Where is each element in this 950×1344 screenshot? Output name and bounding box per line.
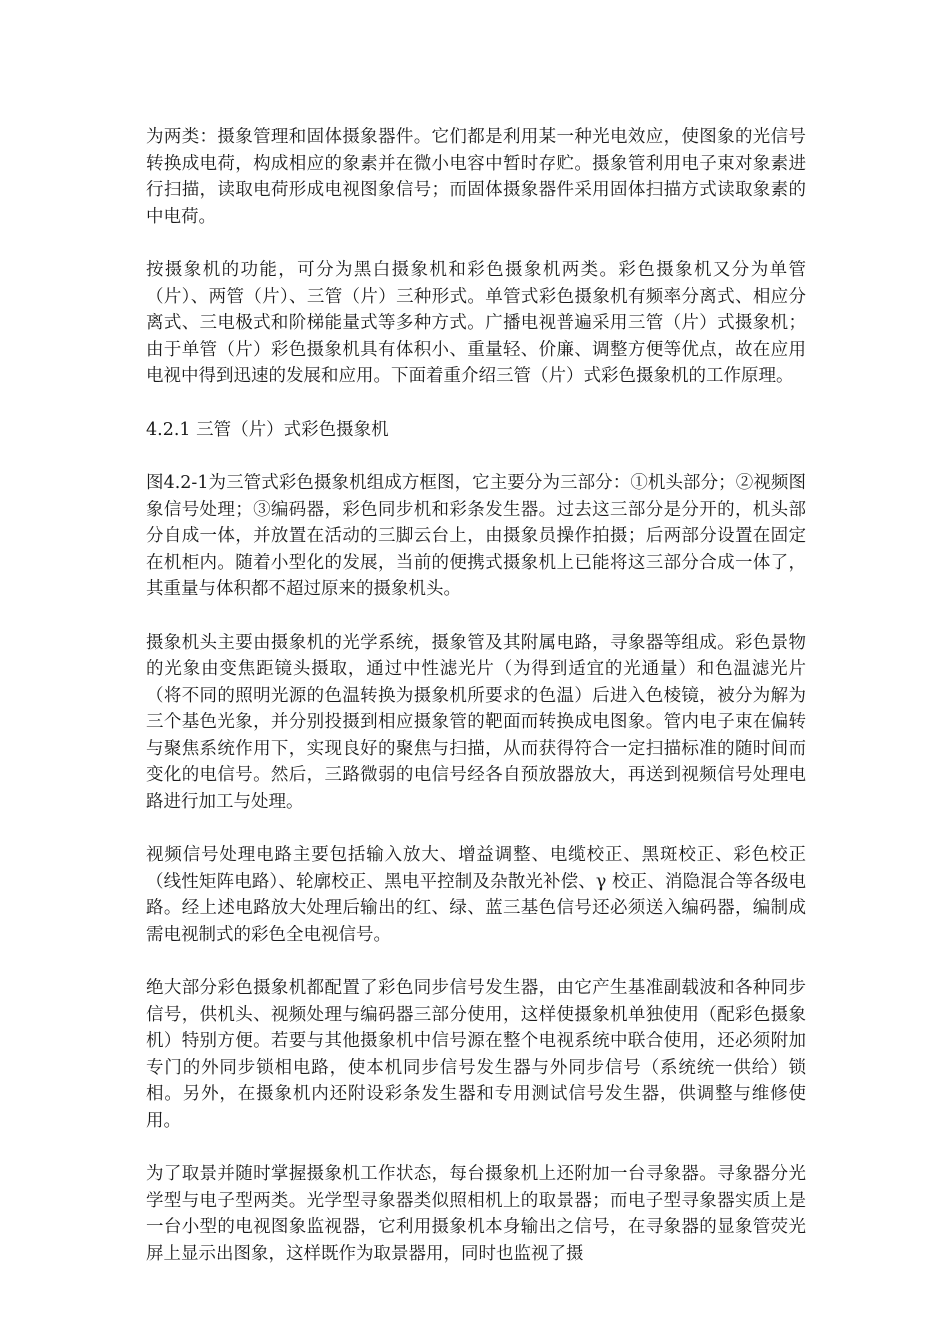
paragraph-camera-classification: 按摄象机的功能，可分为黑白摄象机和彩色摄象机两类。彩色摄象机又分为单管（片）、两管（片）、三管（片）三种形式。单管式彩色摄象机有频率分离式、相应分离式、三电极式和阶梯能量式等多种方式。广播电视普遍采用三管（片）式摄象机；由于单管（片）彩色摄象机具有体积小、重量轻、价廉、调整方便等优点，故在应用电视中得到迅速的发展和应用。下面着重介绍三管（片）式彩色摄象机的工作原理。 — [146, 260, 806, 386]
document-body — [146, 124, 806, 1294]
paragraph-viewfinder: 为了取景并随时掌握摄象机工作状态，每台摄象机上还附加一台寻象器。寻象器分光学型与电子型两类。光学型寻象器类似照相机上的取景器；而电子型寻象器实质上是一台小型的电视图象监视器，它利用摄象机本身输出之信号，在寻象器的显象管荧光屏上显示出图象，这样既作为取景器用，同时也监视了摄 — [146, 1164, 806, 1264]
paragraph-sensor-types: 为两类：摄象管理和固体摄象器件。它们都是利用某一种光电效应，使图象的光信号转换成电荷，构成相应的象素并在微小电容中暂时存贮。摄象管利用电子束对象素进行扫描，读取电荷形成电视图象信号；而固体摄象器件采用固体扫描方式读取象素的中电荷。 — [146, 127, 806, 227]
section-heading-4-2-1: 4.2.1 三管（片）式彩色摄象机 — [146, 419, 389, 440]
paragraph-camera-head: 摄象机头主要由摄象机的光学系统，摄象管及其附属电路，寻象器等组成。彩色景物的光象由变焦距镜头摄取，通过中性滤光片（为得到适宜的光通量）和色温滤光片（将不同的照明光源的色温转换为摄象机所要求的色温）后进入色棱镜，被分为解为三个基色光象，并分别投摄到相应摄象管的靶面而转换成电图象。管内电子束在偏转与聚焦系统作用下，实现良好的聚焦与扫描，从而获得符合一定扫描标准的随时间而变化的电信号。然后，三路微弱的电信号经各自预放器放大，再送到视频信号处理电路进行加工与处理。 — [146, 632, 806, 812]
paragraph-sync-generator: 绝大部分彩色摄象机都配置了彩色同步信号发生器，由它产生基准副载波和各种同步信号，供机头、视频处理与编码器三部分使用，这样使摄象机单独使用（配彩色摄象机）特别方便。若要与其他摄象机中信号源在整个电视系统中联合使用，还必须附加专门的外同步锁相电路，使本机同步信号发生器与外同步信号（系统统一供给）锁相。另外，在摄象机内还附设彩条发生器和专用测试信号发生器，供调整与维修使用。 — [146, 978, 806, 1131]
paragraph-block-diagram: 图4.2-1为三管式彩色摄象机组成方框图，它主要分为三部分：①机头部分；②视频图象信号处理；③编码器，彩色同步机和彩条发生器。过去这三部分是分开的，机头部分自成一体，并放置在活动的三脚云台上，由摄象员操作拍摄；后两部分设置在固定在机柜内。随着小型化的发展，当前的便携式摄象机上已能将这三部分合成一体了，其重量与体积都不超过原来的摄象机头。 — [146, 473, 806, 599]
paragraph-video-processing: 视频信号处理电路主要包括输入放大、增益调整、电缆校正、黑斑校正、彩色校正（线性矩阵电路）、轮廓校正、黑电平控制及杂散光补偿、γ 校正、消隐混合等各级电路。经上述电路放大处理后输出的红、绿、蓝三基色信号还必须送入编码器，编制成需电视制式的彩色全电视信号。 — [146, 845, 806, 945]
